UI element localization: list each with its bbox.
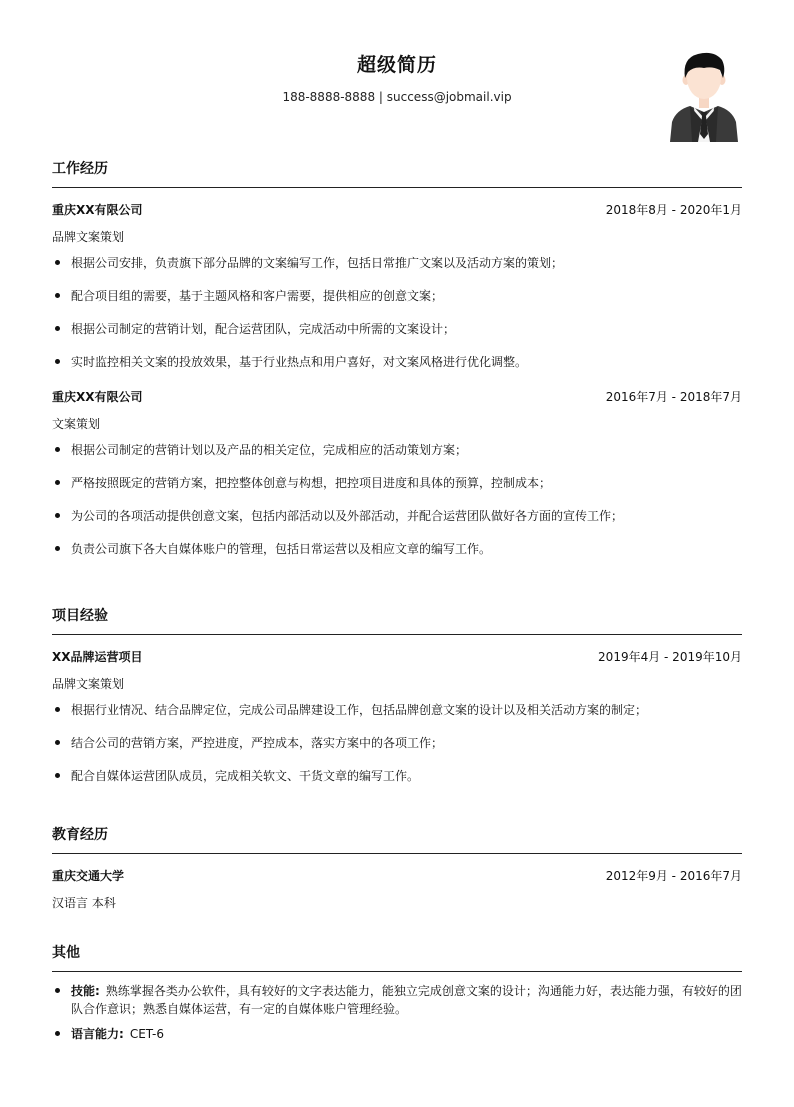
section-divider [52,187,742,188]
company-name: 重庆XX有限公司 [52,390,143,404]
contact-info: 188-8888-8888 | success@jobmail.vip [282,90,512,104]
resume-page [52,0,742,1107]
entry-header [52,388,742,406]
education-entry [52,867,742,912]
entry-header [52,867,742,885]
skills-item [52,982,742,1018]
project-entry [52,648,742,785]
list-item: 根据公司制定的营销计划，配合运营团队，完成活动中所需的文案设计； [52,320,742,338]
list-item: 根据公司制定的营销计划以及产品的相关定位，完成相应的活动策划方案； [52,441,742,459]
section-title-other: 其他 [52,945,80,961]
section-title-education: 教育经历 [52,827,108,843]
resume-header [52,52,742,105]
language-item [52,1025,742,1043]
section-divider [52,971,742,972]
job-title: 文案策划 [52,417,101,431]
language-label: 语言能力: [71,1027,124,1041]
list-item: 配合自媒体运营团队成员，完成相关软文、干货文章的编写工作。 [52,767,742,785]
bullet-list [52,701,742,785]
project-section [52,606,742,785]
section-divider [52,853,742,854]
bullet-list [52,254,742,371]
school-name: 重庆交通大学 [52,869,125,883]
resume-name: 超级简历 [356,54,437,76]
education-section [52,825,742,912]
degree: 汉语言 本科 [52,896,116,910]
section-title-work: 工作经历 [52,161,108,177]
date-range: 2019年4月 - 2019年10月 [598,650,742,664]
skills-label: 技能: [71,984,100,998]
entry-header [52,201,742,219]
bullet-list [52,441,742,558]
work-entry [52,201,742,371]
avatar [668,50,740,142]
other-section [52,943,742,1043]
date-range: 2012年9月 - 2016年7月 [605,869,742,883]
bullet-list [52,982,742,1043]
job-title: 品牌文案策划 [52,230,125,244]
list-item: 负责公司旗下各大自媒体账户的管理，包括日常运营以及相应文章的编写工作。 [52,540,742,558]
list-item: 根据行业情况、结合品牌定位，完成公司品牌建设工作，包括品牌创意文案的设计以及相关活动方案的制定； [52,701,742,719]
list-item: 结合公司的营销方案，严控进度，严控成本，落实方案中的各项工作； [52,734,742,752]
company-name: 重庆XX有限公司 [52,203,143,217]
work-section [52,159,742,558]
entry-header [52,648,742,666]
list-item: 根据公司安排，负责旗下部分品牌的文案编写工作，包括日常推广文案以及活动方案的策划； [52,254,742,272]
project-name: XX品牌运营项目 [52,650,143,664]
list-item: 严格按照既定的营销方案，把控整体创意与构想，把控项目进度和具体的预算，控制成本； [52,474,742,492]
job-title: 品牌文案策划 [52,677,125,691]
date-range: 2018年8月 - 2020年1月 [605,203,742,217]
language-text: CET-6 [129,1027,164,1041]
work-entry [52,388,742,558]
list-item: 为公司的各项活动提供创意文案，包括内部活动以及外部活动，并配合运营团队做好各方面的宣传工作； [52,507,742,525]
list-item: 实时监控相关文案的投放效果，基于行业热点和用户喜好，对文案风格进行优化调整。 [52,353,742,371]
date-range: 2016年7月 - 2018年7月 [605,390,742,404]
section-title-projects: 项目经验 [52,608,108,624]
list-item: 配合项目组的需要，基于主题风格和客户需要，提供相应的创意文案； [52,287,742,305]
section-divider [52,634,742,635]
skills-text: 熟练掌握各类办公软件，具有较好的文字表达能力，能独立完成创意文案的设计；沟通能力好，表达能力强，有较好的团队合作意识；熟悉自媒体运营，有一定的自媒体账户管理经验。 [71,984,742,1016]
